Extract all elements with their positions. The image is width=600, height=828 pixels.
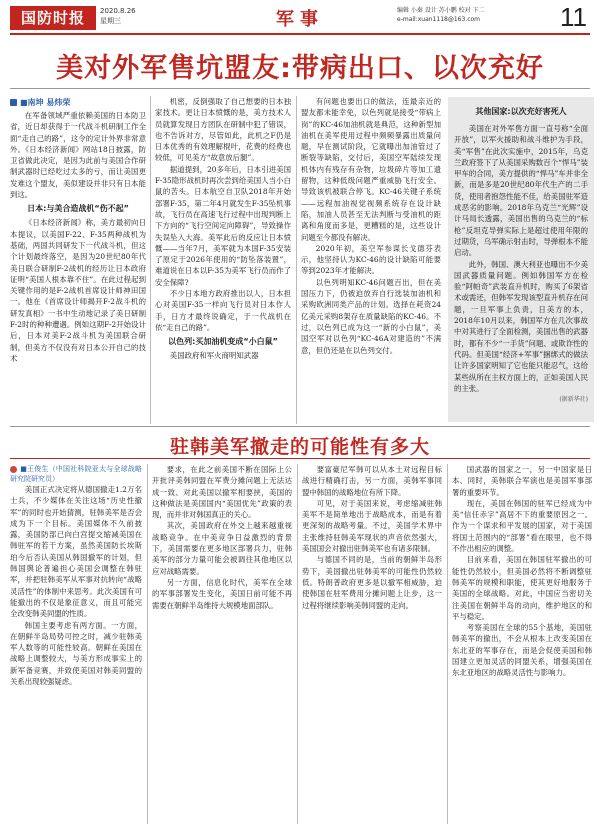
article2-paragraph: 其次，美国政府在外交上越来越重视战略竞争。在中美竞争日益激烈的背景下，美国需要在更多地区部署兵力，驻韩美军的部分力量可能会被调往其他地区以应对战略需要。 [152,521,292,576]
article1-paragraph: 不少日本地方政府推出以人，日本担心对美国F-35一样向飞行员对日本作人手，日方才最终说确定，于一代战机在依“走自己的路”。 [155,289,291,332]
article2-paragraph: 国武器的国家之一，另一中国家是日本、同时，美韩联合军演也是美国军事部署的重要环节。 [452,465,592,497]
article2-paragraph: 可见，对于美国来说，考虑缩减驻韩美军不是简单地出于战略成本，而是有着更深刻的战略考量。不过，美国学术界中主张维持驻韩美军现状的声音依然强大，美国国会对撤出驻韩美军也有诸多限制。 [302,498,442,554]
newspaper-logo: 国防时报 [10,6,96,30]
article2-byline-text: ■王俊生（中国社科院亚太与全球战略研究院研究员） [10,465,142,483]
sidebar-title: 其他国家:以次充好害死人 [475,107,567,116]
column-divider [296,96,297,424]
article2-paragraph: 要求，在此之前美国不断在国际上公开批评美韩同盟在军费分摊问题上无法达成一致、对此美国以撤军相要挟，美国的这种做法是美国国内“美国优先”政策的表现，而并非对韩国真正的关心。 [152,465,292,520]
article1-column-1 [10,96,146,426]
article2-paragraph: 现在，美国在韩国的驻军已经成为中美“信任赤字”高居不下的重要原因之一。作为一个谋求和平发展的国家，对于美国将国土范围内的“部署”看在眼里，也不得不作出相应的调整。 [452,498,592,554]
article-separator [10,426,590,427]
article2-byline [10,464,142,484]
staff-line: 编辑 小秦 设计 苏小鹏 校对 卞二 [397,7,485,14]
article2-paragraph: 与德国不同的是，当前的朝鲜半岛形势下，美国撤出驻韩美军的可能性仍然较低。特朗普政府更多是以撤军相威胁，迫使韩国在驻军费用分摊问题上让步，这一过程将继续影响美韩同盟的走向。 [302,555,442,610]
article2-column-1 [10,464,142,824]
section-title: 军事 [276,9,324,30]
sidebar-box [448,97,594,422]
article1-paragraph: 机密，反倒强取了自己想要的日本独家技术。更让日本愤慨的是，美方技术人员就算发现日方团队在研制中犯了错误，也不告诉对方，尽管如此，此机之F仍是日本优秀的有效理解棍叶，花费的经费也较低，可见美方“故意放后腿”。 [155,97,291,163]
article1-paragraph: 据道提到，20多年后，日本引进美国F-35隐形战机时再次尝到给美国人当小白鼠的苦头。日本航空自卫队2018年开始部署F-35，第二年4月就发生F-35坠机事故，飞行员在高速飞行过程中出现判断上下方向的“飞行空间定向障碍”，导致操作失误坠入大海。美军此后的反应让日本愤慨——当年7月，美军就为本国F-35安装了原定于2026年使用的“防坠落装置”，难道说在日本以F-35为美军飞行员而作了安全保障? [155,164,291,287]
article1-byline-text: ■南坤 易炜荣 [20,98,71,107]
article2-paragraph: 另一方面，信息化时代，美军在全球的军事部署发生变化，美国日前可能不再需要在朝鲜半岛维持大规模地面部队。 [152,577,292,610]
article1-byline [10,96,146,110]
article2-headline: 驻韩美军撤走的可能性有多大 [169,436,430,458]
staff-credits [397,6,485,24]
column-divider [297,464,298,824]
issue-weekday: 星期三 [100,17,121,25]
article1-column-2 [155,96,291,426]
article2-column-2 [152,464,292,824]
sidebar-text [454,123,588,413]
article2-paragraph: 考察美国在全球的55个基地，美国驻韩美军的撤出，不会从根本上改变美国在东北亚的军事存在，而是会促使美国和韩国建立更加灵活的同盟关系，增强美国在东北亚地区的战略灵活性与影响力。 [452,623,592,678]
page-number: 11 [560,2,587,32]
column-divider [150,96,151,424]
article2-paragraph: 目前来看，美国在韩国驻军撤出的可能性仍然较小，但美国必然将不断调整驻韩美军的规模和职能，使其更好地服务于美国的全球战略。对此，中国应当密切关注美国在朝鲜半岛的动向，维护地区的和平与稳定。 [452,555,592,621]
article2-paragraph: 要富豪尼军韩可以从本土对远程目标战进行精确打击，另一方面，美韩军事同盟中韩国的战略地位有所下降。 [302,465,442,497]
article1-paragraph: 2020年初，美空军参谋长戈德芬表示，他坚持认为KC-46的设计缺陷可能要等到2023年才能解决。 [301,243,441,276]
article2-column-4 [452,464,592,824]
masthead-rule [10,33,590,35]
issue-date: 2020.8.26 [100,7,136,15]
sidebar-paragraph: 美国在对外军售方面一直号称“全面开放”，以军火援助和战斗维护为手段，美“军售”在此次实施中，2015年，乌克兰政府签下了从美国采购数百个“悍马”装甲车的合同，美方提供的“悍马”车并非全新，而是多是20世纪80年代生产的二手货，使用者抱怨性能不佳，给美国驻军造成恶劣的影响。2018年乌克兰“光辉”设计马局长透露，美国出售的乌克兰的“标枪”反坦克导弹实际上是超过使用年限的过期货，乌军确示射击时，导弹根本不能启动。 [454,124,588,258]
article1-headline: 美对外军售坑盟友:带病出口、以次充好 [56,53,544,84]
article1-paragraph: 有问题也要出口的做法，连最亲近的盟友都未能幸免，以色列就是接受“带病上岗”的KC-46加油机就是典范，这种新型加油机在美军使用过程中频频暴露出质量问题，早在测试阶段，它就曝出加油管过了断裂等缺陷，交付后，美国空军陆续发现机体内有残存有杂物，垃圾碎片等加工遗留物，这种低级问题严重威胁飞行安全。导致该机被联合停飞。KC-46关键子系统——远程加油视觉视频系统存在设计缺陷，加油人员甚至无法判断与受油机的距离和角度而多是，更糟糕的是，这些设计问题至今都没有解决。 [301,97,441,242]
article1-subhead-japan: 日本:与美合造战机“伤不起” [27,204,129,214]
article1-paragraph: 《日本经济新闻》称，美方最初向日本提议，以美国F-22、F-35两种战机为基础，两国共同研发下一代战斗机，但这个计划最终落空，是因为20世纪80年代美日联合研制F-2战机的经历让日本政府证明“美国人根本靠不住”。在此过程起到关键作用的是F-2战机首席设计师神田国一。他在《首席设计师揭开F-2战斗机的研发真相》一书中生动地记录了美日研制F-2时的种种遭遇。例如这期F-2开始设计后，日本对美F-2战斗机为美国联合研制，但美方不仅没有对日本公开自己的技术 [10,218,146,363]
article1-column-3 [301,96,441,426]
editor-email: e-mail:xuan1118@163.com [397,16,481,23]
article1-paragraph: 以色列明知KC-46问题百出，但在美国压力下，仍被迫放弃自行选装加油机和采购欧洲同类产品的计划。选择在耗资24亿美元采购8架存在质量缺陷的KC-46。不过，以色列已成为这一“新的小白鼠”，美国空军对以色列“KC-46A对建造的”不满意，但仍还是在以色列交付。 [301,277,441,355]
column-divider [147,464,148,824]
article1-subhead-israel: 以色列:买加油机变成“小白鼠” [168,337,278,347]
column-divider [447,464,448,824]
article2-column-3 [302,464,442,824]
article1-paragraph: 美国政府和军火商明知武器 [169,351,259,361]
author-avatar-icon [10,466,17,473]
sidebar-paragraph: 此外，韩国、澳大利亚也曝出不少美国武器质量问题。例如韩国军方在检验“阿帕奇”武装直升机时，购买了6架省术或需还，但韩军发现该型直升机存在问题，一旦军事上负责，日美方的本，2018年10月以来，韩国军方在几次事故中对其进行了全面检测，美国出售的武器时，都有不少“一手货”问题、或欺诈性的代码。但美国“经济+军事”捆绑式的做法让许多国家明知了它也能只能忍气，这给某些纵所在主权方面上的，正如美国人民的主张。 [454,259,588,393]
byline-marker-icon [10,99,17,106]
sidebar-credit: (据新华社) [559,396,588,404]
article2-paragraph: 韩国主要考虑有两方面。一方面，在朝鲜半岛局势可控之时，减少驻韩美军人数等的可能性较高。朝鲜在美国在战略上调整较大，与美方形成事实上的新军备竞赛，并致使美国对韩美同盟的关系出现较强疑虑。 [10,620,142,687]
headline1-rule [10,88,590,89]
article2-paragraph: 美国正式决定将从德国撤走1.2万名士兵，不少媒体在关注这场“历史性撤军”的同时也开始猜测，驻韩美军是否会成为下一个目标。美国媒体不久前披露，美国防部已向白宫提交缩减美国在韩驻军的若干方案，虽然美国防长埃斯珀今后否认美国从韩国撤军的计划，但韩国舆论普遍担心美国会调整在韩驻军，并把驻韩美军从军事对抗转向“战略灵活性”的体制中来思考。此次美国有可能撤出的不仅是象征意义，而且可能完全改变韩美同盟的性质。 [10,485,142,619]
article1-paragraph: 在军备领域严重依赖美国的日本防卫省，近日却获得于一代战斗机研制工作全面“走自己的路”，这令的定计外界非常意外。《日本经济新闻》网站18日披露，防卫省做此决定，是因为此前与美国合作研制武器时已经吃过太多的亏，而让美国更发难这个盟友，美似建设并非只有日本能到这。 [10,111,146,200]
headline2-rule [10,458,590,459]
